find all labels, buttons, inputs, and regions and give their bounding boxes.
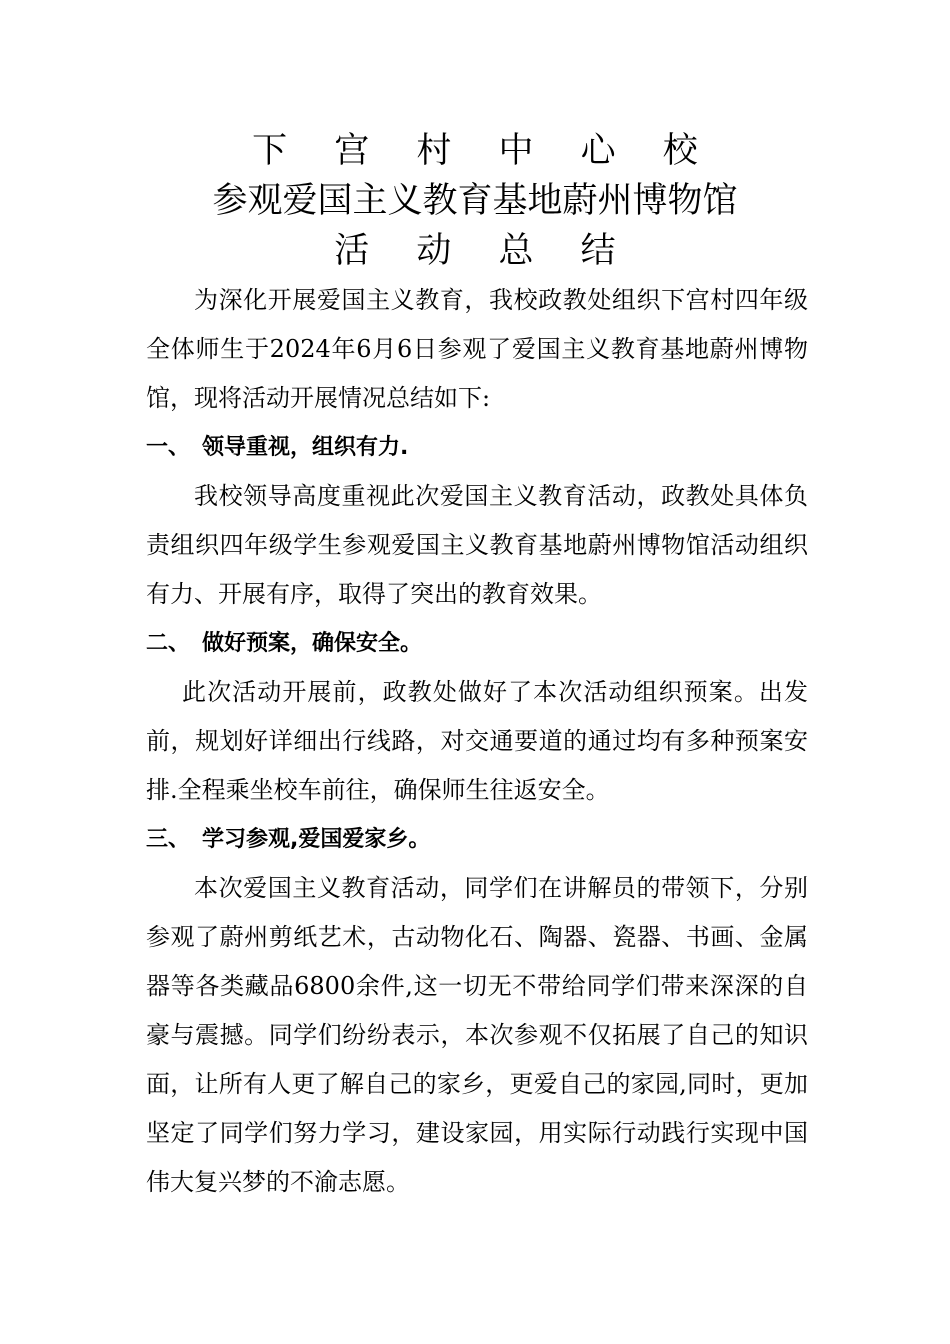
title-summary-label: 活 动 总 结 [334,231,634,271]
section-heading-1 [146,423,808,472]
section-heading-text: 领导重视，组织有力. [202,435,409,460]
title-school-name: 下 宫 村 中 心 校 [252,131,716,171]
section-heading-3 [146,815,808,864]
section-body-2: 此次活动开展前，政教处做好了本次活动组织预案。出发前，规划好详细出行线路，对交通要道的通过均有多种预案安排.全程乘坐校车前往，确保师生往返安全。 [146,678,808,804]
document-body [146,276,808,1207]
section-heading-text: 做好预案，确保安全。 [202,631,423,656]
section-heading-text: 学习参观,爱国爱家乡。 [202,827,431,852]
section-number: 一、 [146,435,191,460]
section-body-1: 我校领导高度重视此次爱国主义教育活动，政教处具体负责组织四年级学生参观爱国主义教育基地蔚州博物馆活动组织有力、开展有序，取得了突出的教育效果。 [146,482,808,608]
section-number: 二、 [146,631,191,656]
section-body-3: 本次爱国主义教育活动，同学们在讲解员的带领下，分别参观了蔚州剪纸艺术，古动物化石、陶器、瓷器、书画、金属器等各类藏品6800余件,这一切无不带给同学们带来深深的自豪与震撼。同学们纷纷表示，本次参观不仅拓展了自己的知识面，让所有人更了解自己的家乡，更爱自己的家园,同时，更加坚定了同学们努力学习，建设家园，用实际行动践行实现中国伟大复兴梦的不渝志愿。 [146,874,808,1196]
section-number: 三、 [146,827,191,852]
document-title [0,126,950,276]
intro-paragraph: 为深化开展爱国主义教育，我校政教处组织下宫村四年级全体师生于2024年6月6日参观了爱国主义教育基地蔚州博物馆，现将活动开展情况总结如下: [146,286,808,412]
section-heading-2 [146,619,808,668]
title-activity-name: 参观爱国主义教育基地蔚州博物馆 [212,181,738,221]
